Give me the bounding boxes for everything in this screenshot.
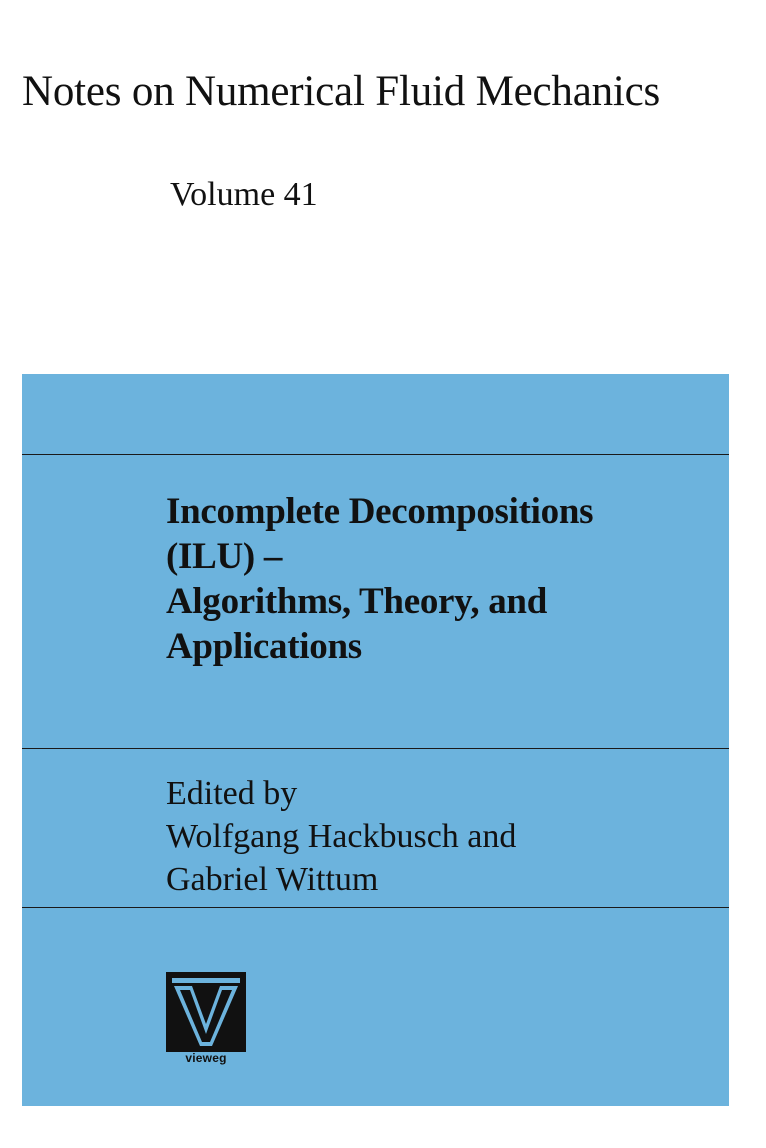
editors-block — [166, 772, 516, 901]
editors-line: Gabriel Wittum — [166, 861, 379, 898]
book-title-line: (ILU) – — [166, 536, 283, 577]
editors-line: Edited by — [166, 775, 298, 812]
cover-panel — [22, 374, 729, 1106]
volume-number: Volume 41 — [170, 176, 318, 213]
book-title-line: Applications — [166, 626, 362, 667]
vieweg-logo-icon — [166, 972, 246, 1052]
book-title-line: Algorithms, Theory, and — [166, 581, 547, 622]
book-title-line: Incomplete Decompositions — [166, 491, 594, 532]
middle-divider — [22, 748, 729, 749]
top-divider — [22, 454, 729, 455]
bottom-divider — [22, 907, 729, 908]
editors-line: Wolfgang Hackbusch and — [166, 818, 517, 855]
book-title — [166, 489, 593, 669]
series-title: Notes on Numerical Fluid Mechanics — [22, 68, 661, 115]
publisher-name: vieweg — [185, 1051, 227, 1065]
